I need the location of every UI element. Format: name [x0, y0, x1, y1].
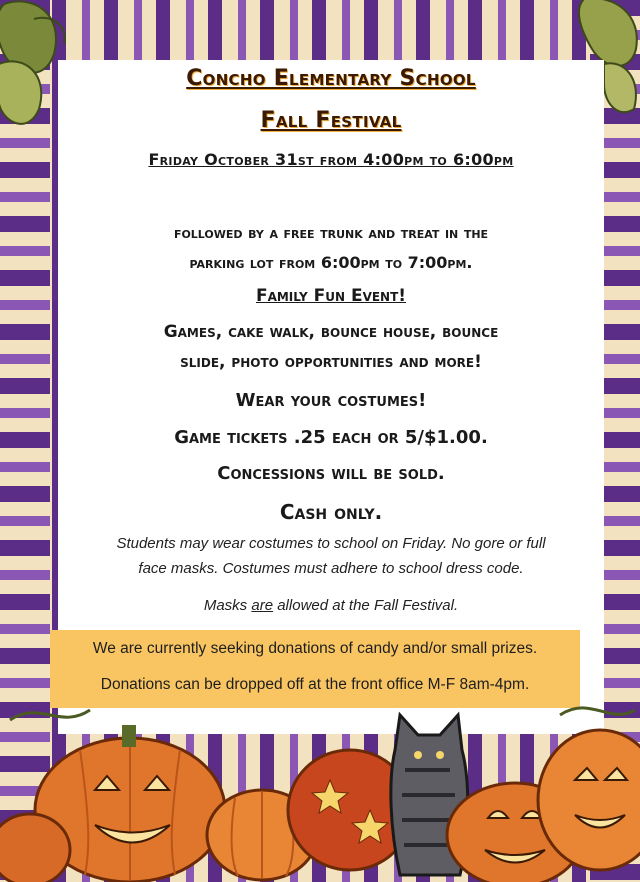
event-title: Fall Festival	[260, 108, 402, 133]
cash-only-line: Cash only.	[279, 500, 383, 524]
mask-note-emphasis: are	[251, 597, 274, 614]
student-costume-note-2: face masks. Costumes must adhere to school dress code.	[138, 560, 524, 577]
activities-line-2: slide, photo opportunities and more!	[180, 352, 482, 372]
activities-line-1: Games, cake walk, bounce house, bounce	[163, 322, 499, 342]
concessions-line: Concessions will be sold.	[217, 463, 445, 484]
pumpkin-icon	[0, 814, 70, 882]
family-fun-heading: Family Fun Event!	[255, 286, 407, 306]
costume-line: Wear your costumes!	[235, 390, 427, 411]
student-costume-note-1: Students may wear costumes to school on Friday. No gore or full	[116, 535, 546, 552]
pumpkin-patch-illustration	[0, 700, 640, 882]
donation-line-1: We are currently seeking donations of candy and/or small prizes.	[92, 640, 538, 657]
donation-notice	[50, 630, 580, 708]
mask-note-pre: Masks	[203, 597, 252, 614]
event-date: Friday October 31st from 4:00pm to 6:00pm	[148, 150, 514, 169]
mask-note-post: allowed at the Fall Festival.	[273, 597, 459, 614]
ticket-price-line: Game tickets .25 each or 5/$1.00.	[174, 427, 488, 448]
mask-note	[58, 597, 604, 614]
trunk-treat-line-1: followed by a free trunk and treat in the	[173, 223, 489, 242]
donation-line-2: Donations can be dropped off at the front office M-F 8am-4pm.	[100, 676, 530, 693]
vine-icon	[10, 708, 635, 720]
trunk-treat-line-2: parking lot from 6:00pm to 7:00pm.	[189, 253, 473, 272]
school-name: Concho Elementary School	[186, 66, 476, 91]
